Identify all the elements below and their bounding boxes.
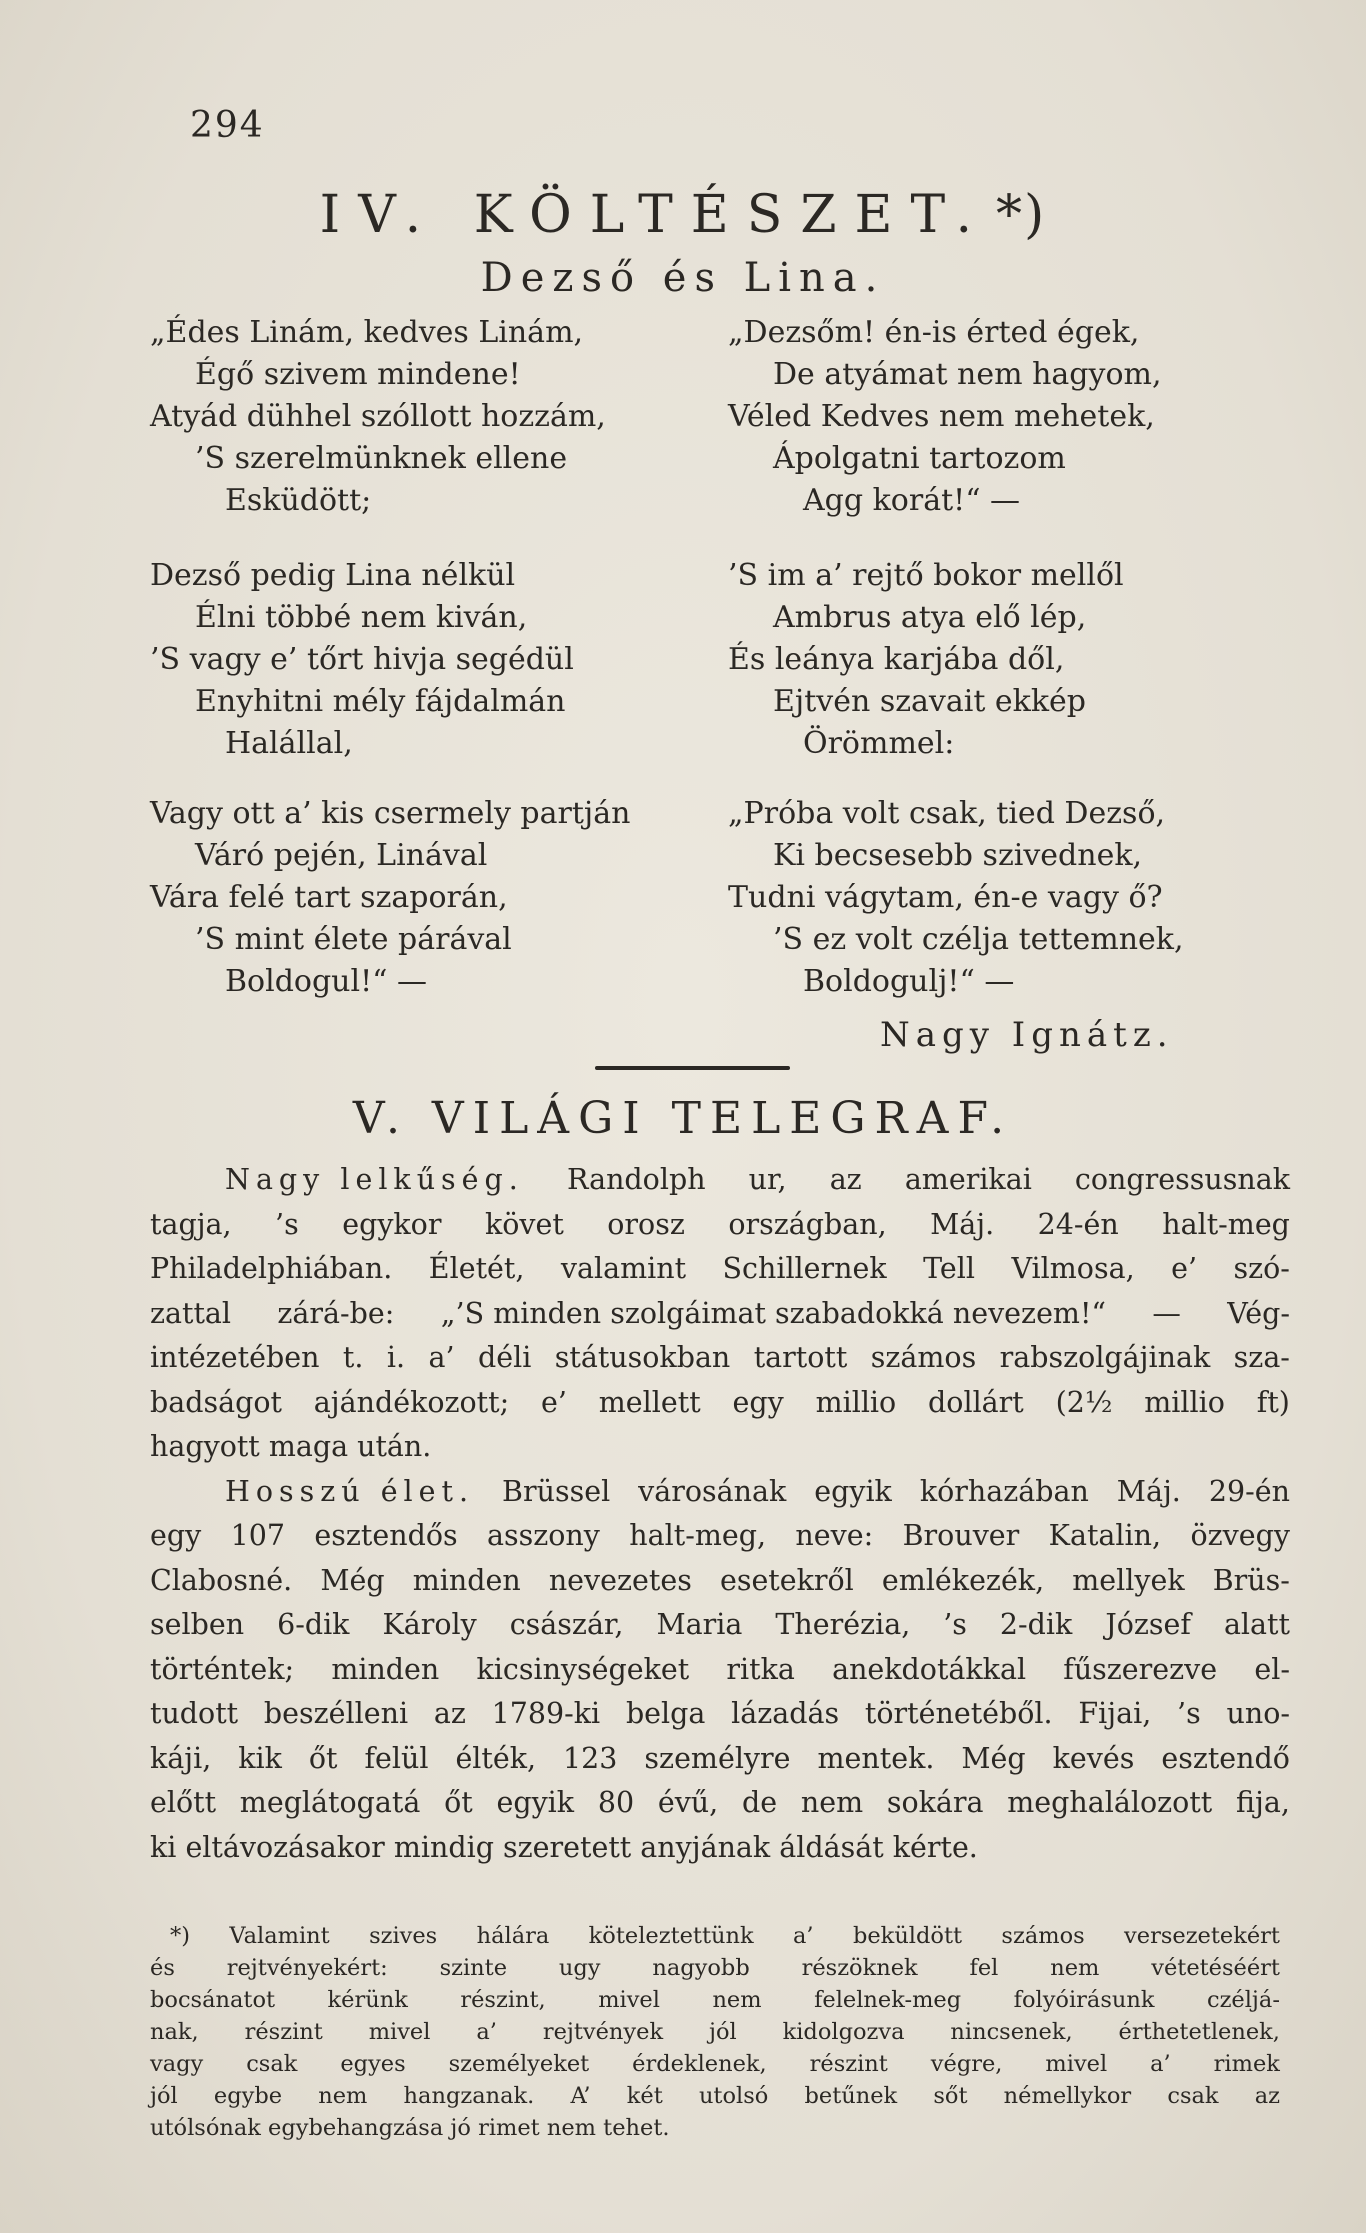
word: Philadelphiában. [150, 1252, 393, 1285]
word: személyeket [448, 2051, 590, 2077]
verse-line: Élni többé nem kiván, [195, 600, 528, 635]
stanza-left-1 [150, 312, 606, 522]
verse-line: Ki becsesebb szivednek, [773, 838, 1143, 873]
text-line [150, 1984, 1280, 2016]
word: egyes [340, 2051, 406, 2077]
text-line [150, 1648, 1290, 1693]
word: orosz [607, 1207, 685, 1241]
word: 80 [597, 1786, 635, 1819]
word: nem [318, 2083, 368, 2109]
word: esztendő [1161, 1741, 1290, 1775]
word: ’s [1177, 1697, 1201, 1730]
text-line [150, 2048, 1280, 2080]
word: országban, [728, 1207, 887, 1241]
word: utolsó [698, 2083, 769, 2109]
word: t. [342, 1341, 364, 1374]
word: nagyobb [652, 1955, 750, 1981]
word: 29-én [1208, 1474, 1290, 1508]
word: az [829, 1163, 862, 1196]
word: Nagy lelkűség. [225, 1163, 524, 1196]
word: egykor [342, 1207, 442, 1241]
word: asszony [487, 1519, 600, 1552]
word: nevezetes [548, 1563, 692, 1597]
verse-line: Boldogul!“ — [225, 964, 428, 999]
word: tudott [150, 1697, 239, 1730]
stanza-right-1 [728, 312, 1162, 522]
word: e’ [1171, 1252, 1198, 1285]
text-line [150, 1559, 1290, 1604]
word: Therézia, [775, 1608, 911, 1641]
verse-line: ’S im a’ rejtő bokor mellől [728, 558, 1124, 593]
word: mentek. [817, 1741, 935, 1775]
word: fel [969, 1955, 999, 1981]
word: hangzanak. [403, 2083, 535, 2109]
text-line [150, 1692, 1290, 1737]
word: kik [238, 1741, 282, 1775]
word: neve: [795, 1519, 874, 1552]
word: beküldött [852, 1923, 963, 1949]
word: badságot [150, 1385, 282, 1419]
word: előtt [150, 1786, 217, 1819]
word: fija, [1235, 1786, 1290, 1819]
word: 2-dik [999, 1608, 1073, 1641]
word: ’s [275, 1207, 299, 1241]
word: az [433, 1697, 466, 1730]
word: ki eltávozásakor mindig szeretett anyjának áldását kérte. [150, 1830, 978, 1864]
verse-line: És leánya karjába dől, [728, 642, 1065, 677]
word: egybe [213, 2083, 283, 2109]
word: csak [1167, 2083, 1219, 2109]
text-line [150, 1292, 1290, 1337]
word: felelnek-meg [814, 1987, 962, 2013]
word: 24-én [1037, 1207, 1119, 1241]
word: intézetében [150, 1341, 320, 1374]
word: káji, [150, 1741, 212, 1775]
word: ft) [1256, 1385, 1290, 1419]
word: valamint [560, 1252, 687, 1285]
text-line [150, 1514, 1290, 1559]
word: Fijai, [1078, 1697, 1152, 1730]
text-line [150, 1203, 1290, 1248]
word: Randolph [566, 1163, 706, 1196]
word: halt-meg [1162, 1207, 1290, 1241]
section-title-news: V. VILÁGI TELEGRAF. [352, 1093, 1014, 1144]
word: felül [364, 1741, 429, 1775]
word: dollárt [928, 1385, 1024, 1419]
word: a’ [476, 2019, 497, 2045]
verse-line: Vagy ott a’ kis csermely partján [150, 796, 631, 831]
text-line [150, 1826, 1290, 1871]
word: meghalálozott [1007, 1786, 1213, 1819]
word: sokára [886, 1786, 984, 1819]
word: uno- [1226, 1697, 1290, 1730]
word: kérünk [327, 1987, 408, 2013]
word: halt-meg, [629, 1519, 767, 1552]
text-line [150, 2016, 1280, 2048]
text-line [150, 1336, 1290, 1381]
word: i. [386, 1341, 406, 1374]
verse-line: Ápolgatni tartozom [773, 441, 1066, 476]
word: Brüs- [1212, 1563, 1290, 1597]
word: selben [150, 1608, 245, 1641]
word: vagy [150, 2051, 204, 2077]
word: városának [638, 1474, 787, 1508]
word: belga [625, 1697, 706, 1730]
word: ajándékozott; [313, 1385, 510, 1419]
word: rejtvények [542, 2019, 664, 2045]
word: némellykor [1003, 2083, 1132, 2109]
word: mivel [598, 1987, 660, 2013]
word: lázadás [731, 1697, 840, 1730]
word: végre, [930, 2051, 1003, 2077]
word: Vilmosa, [1011, 1252, 1135, 1285]
word: történtek; [150, 1652, 295, 1686]
word: amerikai [904, 1163, 1032, 1196]
verse-line: ’S szerelmünknek ellene [195, 441, 568, 476]
word: érdeklenek, [632, 2051, 767, 2077]
word: rejtvényekért: [226, 1955, 388, 1981]
word: az [1254, 2083, 1280, 2109]
word: Tell [923, 1252, 976, 1285]
verse-line: Boldogulj!“ — [803, 964, 1015, 999]
word: ritka [726, 1652, 795, 1686]
word: 1789-ki [491, 1697, 601, 1730]
text-line [150, 1737, 1290, 1782]
word: minden [331, 1652, 440, 1686]
poem-author: Nagy Ignátz. [880, 1015, 1174, 1055]
word: anekdotákkal [832, 1652, 1027, 1686]
word: de [741, 1786, 778, 1819]
word: Máj. [930, 1207, 995, 1241]
word: alatt [1223, 1608, 1290, 1641]
verse-line: ’S vagy e’ tőrt hivja segédül [150, 642, 574, 677]
page-number: 294 [190, 105, 265, 146]
word: egyik [496, 1786, 575, 1819]
word: őt [308, 1741, 338, 1775]
word: millio [1144, 1385, 1225, 1419]
footnote-marker: *) [996, 185, 1047, 245]
verse-line: Tudni vágytam, én-e vagy ő? [728, 880, 1163, 915]
word: követ [484, 1207, 564, 1241]
word: szives [369, 1923, 438, 1949]
word: évű, [657, 1786, 719, 1819]
news-body [150, 1158, 1290, 1870]
word: részöknek [801, 1955, 918, 1981]
word: részint [244, 2019, 323, 2045]
word: el- [1254, 1652, 1290, 1686]
text-line [150, 1247, 1290, 1292]
word: versezetekért [1124, 1923, 1280, 1949]
word: kicsinységeket [476, 1652, 690, 1686]
word: Brüssel [502, 1474, 611, 1508]
word: ugy [558, 1955, 601, 1981]
word: a’ [793, 1923, 814, 1949]
word: bocsánatot [150, 1987, 276, 2013]
poem-title: Dezső és Lina. [480, 255, 886, 301]
word: rabszolgájinak [999, 1341, 1211, 1374]
word: köteleztettünk [588, 1923, 754, 1949]
stanza-right-2 [728, 555, 1124, 765]
word: kidolgozva [782, 2019, 905, 2045]
word: ur, [748, 1163, 787, 1196]
word: rimek [1213, 2051, 1280, 2077]
verse-line: „Dezsőm! én-is érted égek, [728, 315, 1140, 350]
word: déli [477, 1341, 532, 1374]
word: kevés [1052, 1741, 1135, 1775]
word: Vég- [1227, 1296, 1290, 1330]
word: őt [444, 1786, 473, 1819]
word: (2½ [1055, 1385, 1113, 1419]
word: tagja, [150, 1207, 232, 1241]
stanza-left-3 [150, 793, 630, 1003]
word: részint [809, 2051, 888, 2077]
text-line [150, 1425, 1290, 1470]
word: József [1105, 1608, 1191, 1641]
word: — [1152, 1296, 1181, 1330]
text-line [150, 1381, 1290, 1426]
text-line [150, 1603, 1290, 1648]
verse-line: Dezső pedig Lina nélkül [150, 558, 516, 593]
word: folyóirásunk [1013, 1987, 1155, 2013]
word: Katalin, [1048, 1519, 1162, 1552]
word: zattal [150, 1296, 232, 1330]
word: beszélleni [263, 1697, 409, 1730]
word: betűnek [804, 2083, 898, 2109]
stanza-left-2 [150, 555, 574, 765]
word: személyre [644, 1741, 791, 1775]
section-title-poetry [0, 185, 1366, 245]
verse-line: Ejtvén szavait ekkép [773, 684, 1086, 719]
footnote [150, 1920, 1280, 2144]
verse-line: Égő szivem mindene! [195, 357, 521, 392]
word: Brouver [902, 1519, 1020, 1552]
word: vétetéséért [1151, 1955, 1280, 1981]
word: esztendős [314, 1519, 458, 1552]
word: mivel [368, 2019, 431, 2045]
verse-line: Örömmel: [803, 726, 955, 761]
verse-line: Ambrus atya elő lép, [773, 600, 1087, 635]
verse-line: „Próba volt csak, tied Dezső, [728, 796, 1166, 831]
word: a’ [428, 1341, 455, 1374]
verse-line: Agg korát!“ — [803, 483, 1021, 518]
text-line [150, 2112, 1280, 2144]
word: *) [170, 1923, 191, 1949]
word: Clabosné. [150, 1563, 293, 1597]
word: két [626, 2083, 663, 2109]
verse-line: ’S ez volt czélja tettemnek, [773, 922, 1184, 957]
word: számos [870, 1341, 977, 1374]
word: nem [800, 1786, 864, 1819]
word: Valamint [229, 1923, 330, 1949]
word: Még [320, 1563, 385, 1597]
word: mivel [1045, 2051, 1108, 2077]
word: Schillernek [722, 1252, 887, 1285]
word: nincsenek, [950, 2019, 1073, 2045]
word: szinte [439, 1955, 508, 1981]
word: nak, [150, 2019, 199, 2045]
word: a’ [1150, 2051, 1171, 2077]
verse-line: ’S mint élete párával [195, 922, 512, 957]
word: utólsónak egybehangzása jó rimet nem tehet. [150, 2115, 670, 2141]
verse-line: Esküdött; [225, 483, 372, 518]
text-line [150, 1470, 1290, 1515]
verse-line: Atyád dühhel szóllott hozzám, [150, 399, 606, 434]
word: egy [732, 1385, 784, 1419]
text-line [150, 2080, 1280, 2112]
text-line [150, 1781, 1290, 1826]
word: csak [246, 2051, 298, 2077]
word: emlékezék, [881, 1563, 1045, 1597]
word: e’ [541, 1385, 567, 1419]
word: minden [412, 1563, 521, 1597]
word: sza- [1233, 1341, 1290, 1374]
word: hálára [476, 1923, 550, 1949]
word: meglátogatá [239, 1786, 421, 1819]
word: státusokban [554, 1341, 731, 1374]
word: Életét, [428, 1252, 525, 1285]
section-divider [595, 1066, 790, 1070]
stanza-right-3 [728, 793, 1184, 1003]
word: hagyott maga után. [150, 1430, 432, 1463]
verse-line: Véled Kedves nem mehetek, [728, 399, 1155, 434]
word: mellyek [1072, 1563, 1185, 1597]
word: zárá-be: [277, 1296, 395, 1330]
word: 123 [563, 1741, 618, 1775]
verse-line: Enyhitni mély fájdalmán [195, 684, 566, 719]
word: jól [150, 2083, 178, 2109]
word: jól [708, 2019, 737, 2045]
word: „’S minden szolgáimat szabadokká nevezem!“ [440, 1296, 1106, 1330]
text-line [150, 1158, 1290, 1203]
word: egyik [814, 1474, 892, 1508]
word: sőt [933, 2083, 968, 2109]
text-line [150, 1952, 1280, 1984]
word: czéljá- [1206, 1987, 1280, 2013]
word: congressusnak [1074, 1163, 1290, 1196]
word: nem [1050, 1955, 1100, 1981]
word: ’s [943, 1608, 967, 1641]
word: történetéből. [864, 1697, 1053, 1730]
word: Károly [382, 1608, 477, 1641]
word: élték, [455, 1741, 537, 1775]
word: millio [815, 1385, 897, 1419]
verse-line: Halállal, [225, 726, 353, 761]
word: Még [961, 1741, 1026, 1775]
text-line [150, 1920, 1280, 1952]
word: A’ [570, 2083, 591, 2109]
word: özvegy [1190, 1519, 1290, 1552]
verse-line: De atyámat nem hagyom, [773, 357, 1162, 392]
word: számos [1001, 1923, 1085, 1949]
section-title-text: IV. KÖLTÉSZET. [319, 185, 991, 245]
word: Máj. [1116, 1474, 1181, 1508]
word: kórhazában [919, 1474, 1089, 1508]
verse-line: Váró pején, Linával [195, 838, 488, 873]
word: érthetetlenek, [1118, 2019, 1280, 2045]
word: részint, [460, 1987, 546, 2013]
word: tartott [753, 1341, 848, 1374]
word: 107 [230, 1519, 286, 1552]
verse-line: „Édes Linám, kedves Linám, [150, 315, 584, 350]
word: Hosszú élet. [225, 1474, 475, 1508]
word: Maria [656, 1608, 743, 1641]
word: császár, [509, 1608, 624, 1641]
word: és [150, 1955, 175, 1981]
verse-line: Vára felé tart szaporán, [150, 880, 508, 915]
word: fűszerezve [1063, 1652, 1218, 1686]
word: nem [712, 1987, 762, 2013]
word: esetekről [719, 1563, 854, 1597]
word: mellett [598, 1385, 701, 1419]
word: egy [150, 1519, 202, 1552]
word: 6-dik [277, 1608, 350, 1641]
word: szó- [1233, 1252, 1290, 1285]
